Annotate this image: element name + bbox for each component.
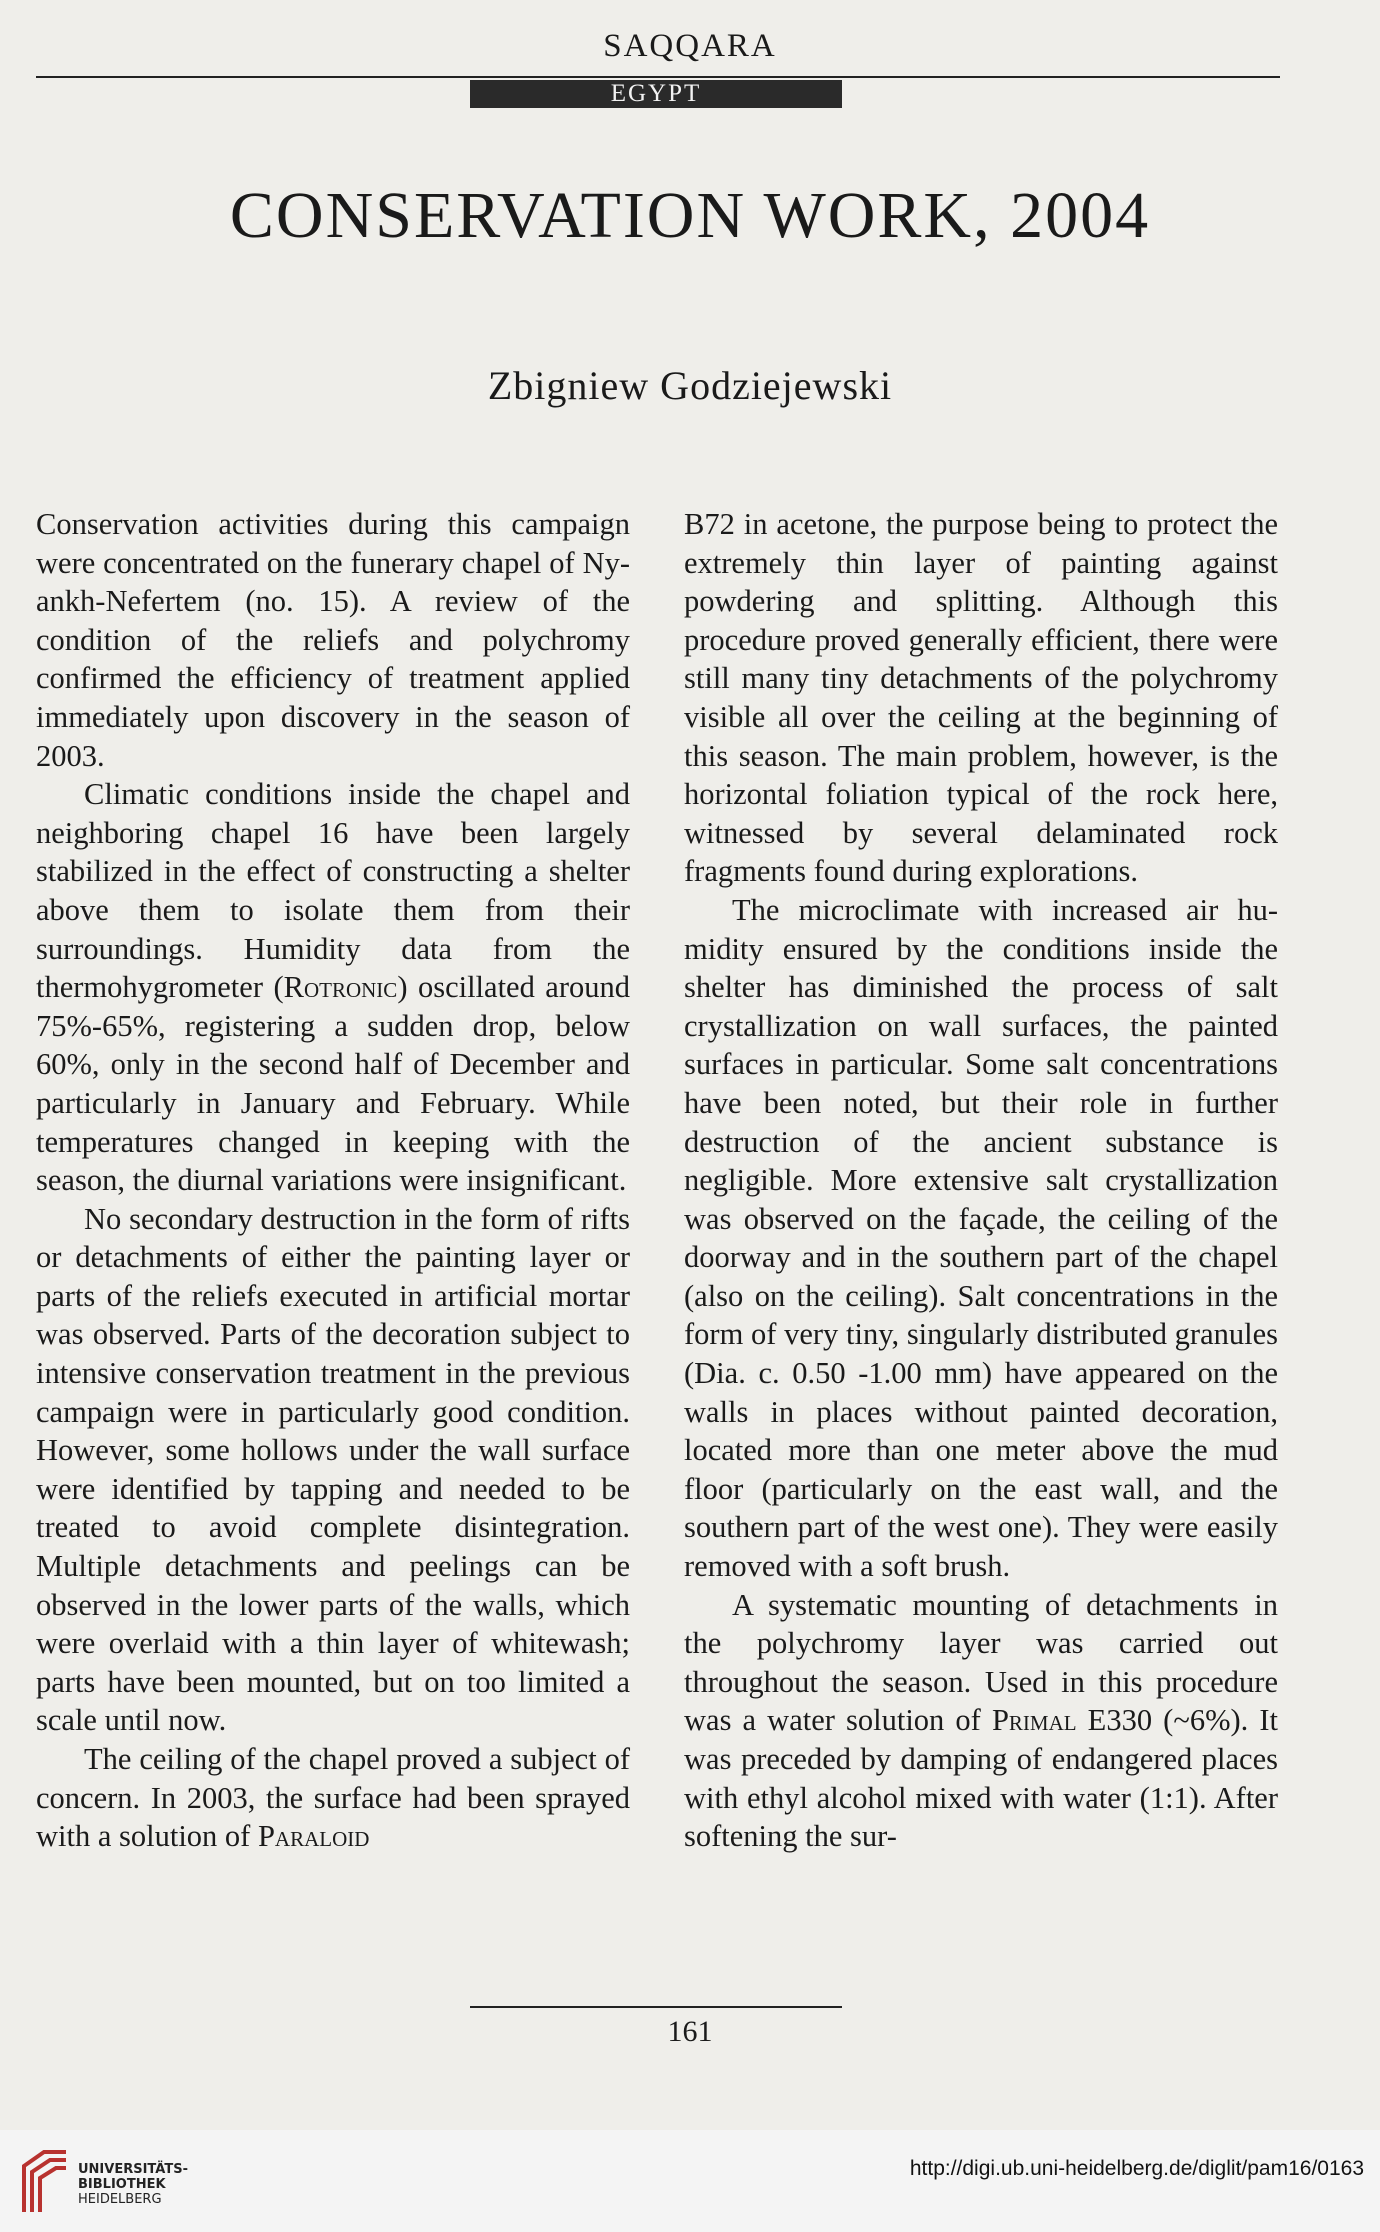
footer-strip — [0, 2130, 1380, 2232]
small-caps-term: Primal — [991, 1703, 1077, 1738]
footer-rule — [470, 2006, 842, 2008]
left-column — [36, 505, 630, 1856]
paragraph: A systematic mounting of detachments in the polychromy layer was carried out throughout the season. Used in this procedure was a water solution of Primal E330 (~6%). It was preceded by damping of endangered places with ethyl alcohol mixed with water (1:1). After softening the sur- — [684, 1587, 1279, 1854]
running-head: SAQQARA — [603, 28, 777, 64]
right-column — [684, 505, 1278, 1856]
paragraph: No secondary destruction in the form of rifts or detachments of either the painting layer or parts of the reliefs executed in artificial mortar was observed. Parts of the decoration subject to intensive conservation treatment in the previous campaign were in particularly good condition. However, some hollows under the wall surface were identified by tapping and needed to be treated to avoid complete disintegration. Multiple detachments and peelings can be observed in the lower parts of the walls, which were overlaid with a thin layer of whitewash; parts have been mounted, but on too limited a scale until now. — [36, 1201, 630, 1738]
library-line-2: BIBLIOTHEK — [78, 2177, 166, 2192]
header-rule — [36, 76, 1280, 78]
paragraph: Conservation activities during this campaign were concentrated on the funerary chapel of Ny-ankh-Nefertem (no. 15). A review of the condition of the reliefs and polychromy confirmed the efficiency of treatment applied immediately upon discovery in the season of 2003. — [36, 507, 630, 773]
small-caps-term: Rotronic — [283, 970, 398, 1005]
article-title: CONSERVATION WORK, 2004 — [229, 179, 1151, 252]
small-caps-term: Paraloid — [257, 1819, 370, 1854]
library-name — [78, 2162, 188, 2207]
library-line-3: HEIDELBERG — [78, 2192, 162, 2207]
paragraph: The ceiling of the chapel proved a subject of concern. In 2003, the surface had been sprayed with a solution of Paraloid — [36, 1742, 630, 1854]
page-number: 161 — [667, 2015, 713, 2048]
paragraph: B72 in acetone, the purpose being to protect the extremely thin layer of painting against powdering and splitting. Although this procedure proved generally efficient, there were still many tiny detachments of the polychromy visible all over the ceiling at the beginning of this season. The main problem, however, is the horizontal foliation typical of the rock here, witnessed by several delaminated rock fragments found during explorations. — [684, 507, 1278, 889]
source-url-link[interactable]: http://digi.ub.uni-heidelberg.de/diglit/pam16/0163 — [909, 2157, 1364, 2180]
paragraph: Climatic conditions inside the chapel and neighboring chapel 16 have been largely stabilized in the effect of constructing a shelter above them to isolate them from their surroundings. Humidity data from the thermohygrometer (Rotronic) oscillated around 75%-65%, registering a sudden drop, below 60%, only in the second half of December and particularly in January and February. While temperatures changed in keeping with the season, the diurnal variations were insignificant. — [36, 777, 630, 1198]
subhead-bar: EGYPT — [470, 80, 842, 108]
library-logo-icon — [14, 2146, 74, 2216]
library-line-1: UNIVERSITÄTS- — [78, 2162, 188, 2177]
article-author: Zbigniew Godziejewski — [487, 363, 893, 408]
paragraph: The microclimate with increased air humidity ensured by the conditions inside the shelter has diminished the process of salt crystallization on wall surfaces, the painted surfaces in particular. Some salt concentrations have been noted, but their role in further destruction of the ancient substance is negligible. More extensive salt crystallization was observed on the façade, the ceiling of the doorway and in the southern part of the chapel (also on the ceiling). Salt concentrations in the form of very tiny, singularly distributed granules (Dia. c. 0.50 -1.00 mm) have appeared on the walls in places without painted decoration, located more than one meter above the mud floor (particularly on the east wall, and the southern part of the west one). They were easily removed with a soft brush. — [684, 892, 1278, 1584]
